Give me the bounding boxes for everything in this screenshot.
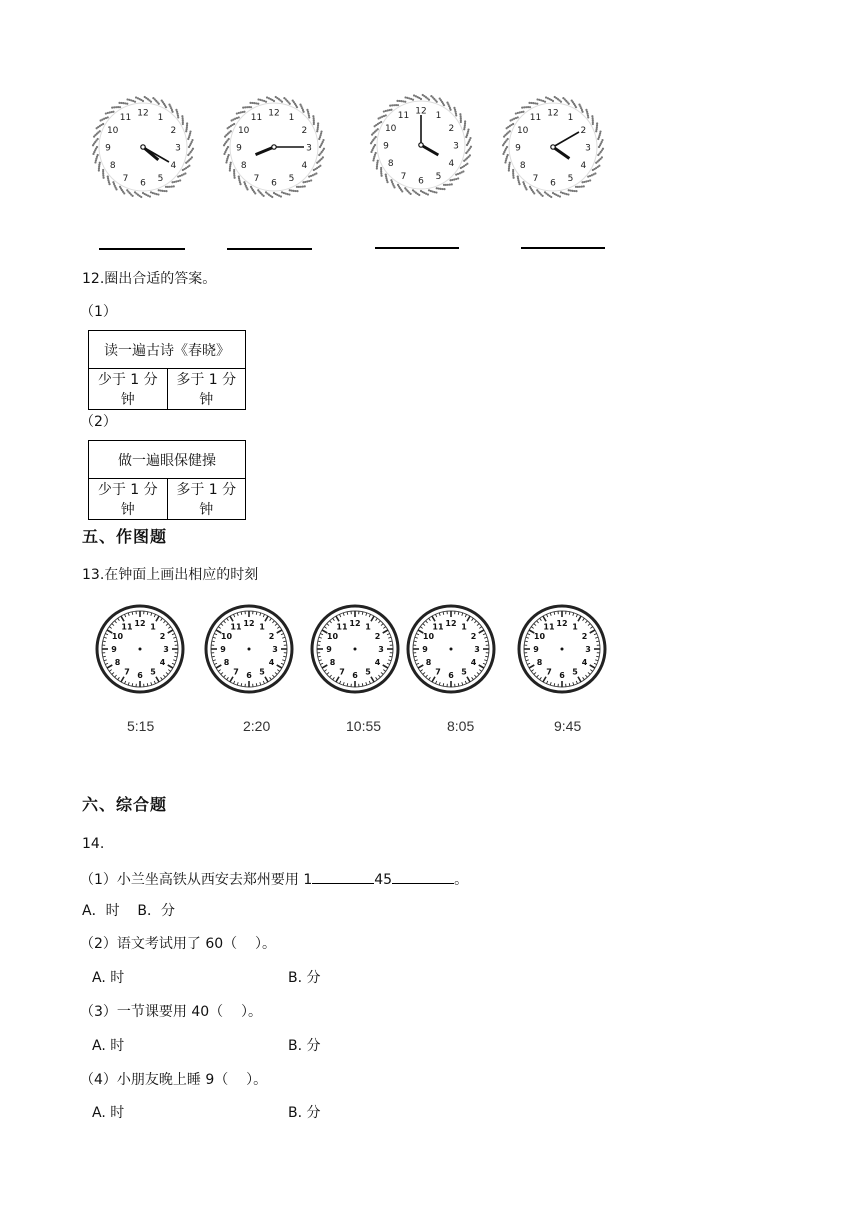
- svg-text:4: 4: [268, 658, 275, 667]
- svg-text:5: 5: [461, 667, 467, 677]
- q12-part2-label: （2）: [80, 414, 117, 430]
- svg-text:11: 11: [119, 113, 132, 124]
- svg-text:6: 6: [140, 178, 146, 189]
- q14-number: 14.: [82, 836, 105, 852]
- svg-text:5: 5: [365, 667, 371, 677]
- svg-text:11: 11: [250, 113, 263, 124]
- q12-table-2-header: 做一遍眼保健操: [89, 441, 246, 479]
- q14-part1-mid: 45: [374, 872, 393, 888]
- q14-blank-2[interactable]: [392, 869, 454, 884]
- svg-text:8: 8: [223, 658, 230, 667]
- svg-text:7: 7: [400, 171, 407, 182]
- svg-text:9: 9: [326, 645, 332, 654]
- svg-text:12: 12: [137, 108, 149, 119]
- svg-text:11: 11: [121, 622, 133, 632]
- section-5-heading: 五、作图题: [82, 527, 168, 546]
- svg-text:6: 6: [418, 176, 424, 187]
- svg-text:2: 2: [170, 126, 177, 136]
- svg-text:2: 2: [301, 126, 308, 136]
- time-label-3: 10:55: [346, 718, 382, 734]
- svg-text:10: 10: [422, 632, 435, 641]
- svg-text:2: 2: [448, 124, 455, 134]
- svg-text:11: 11: [397, 111, 410, 122]
- svg-text:6: 6: [550, 178, 556, 189]
- clock-face-4: [498, 92, 608, 202]
- svg-text:2: 2: [374, 632, 381, 641]
- svg-text:8: 8: [425, 658, 432, 667]
- blank-clock-1: [94, 603, 186, 695]
- q14-part4: （4）小朋友晚上睡 9（ ）。: [80, 1072, 268, 1088]
- svg-text:8: 8: [387, 159, 394, 169]
- q14-part1-post: 。: [454, 872, 469, 888]
- svg-text:4: 4: [470, 658, 477, 667]
- svg-text:1: 1: [365, 622, 371, 632]
- clock-face-2: [218, 92, 330, 202]
- svg-text:7: 7: [546, 667, 552, 677]
- svg-text:5: 5: [567, 173, 574, 184]
- svg-text:1: 1: [288, 113, 295, 124]
- blank-clock-5: [516, 603, 608, 695]
- svg-text:3: 3: [175, 143, 181, 154]
- svg-text:10: 10: [220, 632, 233, 641]
- svg-text:3: 3: [378, 645, 384, 654]
- svg-text:1: 1: [567, 113, 574, 124]
- svg-text:11: 11: [336, 622, 348, 632]
- svg-text:3: 3: [163, 645, 169, 654]
- svg-text:11: 11: [230, 622, 242, 632]
- svg-text:3: 3: [585, 143, 591, 154]
- svg-text:7: 7: [233, 667, 239, 677]
- svg-text:5: 5: [288, 173, 295, 184]
- svg-text:1: 1: [435, 111, 442, 122]
- svg-text:9: 9: [236, 143, 242, 154]
- svg-text:6: 6: [271, 178, 277, 189]
- svg-text:4: 4: [448, 159, 455, 169]
- q12-table-1: [88, 330, 246, 410]
- svg-text:1: 1: [572, 622, 578, 632]
- svg-text:10: 10: [326, 632, 339, 641]
- blank-clock-2: [203, 603, 295, 695]
- svg-text:5: 5: [157, 173, 164, 184]
- q14-part1-pre: （1）小兰坐高铁从西安去郑州要用 1: [80, 872, 313, 888]
- svg-text:9: 9: [515, 143, 521, 154]
- svg-text:1: 1: [157, 113, 164, 124]
- svg-text:12: 12: [268, 108, 280, 119]
- svg-text:4: 4: [581, 658, 588, 667]
- q12-table-1-header: 读一遍古诗《春晓》: [89, 331, 246, 369]
- svg-text:10: 10: [111, 632, 124, 641]
- svg-text:6: 6: [448, 671, 454, 680]
- svg-text:8: 8: [519, 161, 526, 171]
- svg-text:7: 7: [435, 667, 441, 677]
- q12-table-2-option-b[interactable]: 多于 1 分钟: [167, 479, 246, 520]
- svg-text:6: 6: [559, 671, 565, 680]
- svg-text:12: 12: [243, 619, 255, 628]
- q12-table-2: [88, 440, 246, 520]
- svg-text:6: 6: [352, 671, 358, 680]
- q14-part3: （3）一节课要用 40（ ）。: [80, 1004, 262, 1020]
- svg-text:9: 9: [105, 143, 111, 154]
- svg-text:9: 9: [422, 645, 428, 654]
- svg-text:7: 7: [122, 173, 129, 184]
- svg-text:2: 2: [159, 632, 166, 641]
- q12-part1-label: （1）: [80, 304, 117, 320]
- blank-clock-4: [405, 603, 497, 695]
- q12-title: 12.圈出合适的答案。: [82, 271, 217, 287]
- svg-text:3: 3: [474, 645, 480, 654]
- q14-part4-option-b[interactable]: B. 分: [288, 1105, 321, 1121]
- svg-text:2: 2: [268, 632, 275, 641]
- svg-text:9: 9: [383, 141, 389, 152]
- svg-text:8: 8: [329, 658, 336, 667]
- svg-text:2: 2: [581, 632, 588, 641]
- svg-text:12: 12: [415, 106, 427, 117]
- q14-part2-option-a[interactable]: A. 时: [92, 970, 125, 986]
- clock-face-3: [366, 90, 476, 200]
- q13-title: 13.在钟面上画出相应的时刻: [82, 567, 259, 583]
- svg-text:8: 8: [536, 658, 543, 667]
- svg-text:6: 6: [246, 671, 252, 680]
- svg-text:3: 3: [453, 141, 459, 152]
- q14-part1: [80, 869, 468, 889]
- svg-text:5: 5: [150, 667, 156, 677]
- svg-text:9: 9: [533, 645, 539, 654]
- q12-table-1-option-a[interactable]: 少于 1 分钟: [89, 369, 168, 410]
- svg-text:11: 11: [432, 622, 444, 632]
- q14-part2-option-b[interactable]: B. 分: [288, 970, 321, 986]
- svg-text:9: 9: [111, 645, 117, 654]
- svg-text:12: 12: [556, 619, 568, 628]
- time-label-5: 9:45: [554, 718, 582, 734]
- clock-face-1: [88, 92, 198, 202]
- q14-part1-options: A．时 B．分: [82, 903, 175, 919]
- q14-part4-option-a[interactable]: A. 时: [92, 1105, 125, 1121]
- svg-text:7: 7: [532, 173, 539, 184]
- svg-text:4: 4: [580, 161, 587, 171]
- svg-text:8: 8: [114, 658, 121, 667]
- svg-text:10: 10: [106, 126, 119, 136]
- svg-text:12: 12: [547, 108, 559, 119]
- q14-part2: （2）语文考试用了 60（ ）。: [80, 936, 276, 952]
- svg-text:4: 4: [301, 161, 308, 171]
- q12-table-2-option-a[interactable]: 少于 1 分钟: [89, 479, 168, 520]
- svg-text:3: 3: [585, 645, 591, 654]
- svg-text:8: 8: [240, 161, 247, 171]
- svg-text:5: 5: [259, 667, 265, 677]
- answer-line-3: [375, 247, 459, 249]
- section-6-heading: 六、综合题: [82, 795, 168, 814]
- svg-text:6: 6: [137, 671, 143, 680]
- svg-text:7: 7: [253, 173, 260, 184]
- answer-line-1: [99, 248, 185, 250]
- svg-text:1: 1: [461, 622, 467, 632]
- svg-text:10: 10: [516, 126, 529, 136]
- q14-part3-option-b[interactable]: B. 分: [288, 1038, 321, 1054]
- svg-text:1: 1: [259, 622, 265, 632]
- svg-text:5: 5: [435, 171, 442, 182]
- svg-text:4: 4: [159, 658, 166, 667]
- svg-text:4: 4: [170, 161, 177, 171]
- svg-text:12: 12: [349, 619, 361, 628]
- q14-part3-option-a[interactable]: A. 时: [92, 1038, 125, 1054]
- answer-line-2: [227, 248, 312, 250]
- svg-text:7: 7: [124, 667, 130, 677]
- svg-text:3: 3: [306, 143, 312, 154]
- svg-text:11: 11: [543, 622, 555, 632]
- time-label-4: 8:05: [447, 718, 475, 734]
- time-label-1: 5:15: [127, 718, 155, 734]
- time-label-2: 2:20: [243, 718, 271, 734]
- svg-text:5: 5: [572, 667, 578, 677]
- svg-text:10: 10: [533, 632, 546, 641]
- svg-text:7: 7: [339, 667, 345, 677]
- svg-text:9: 9: [220, 645, 226, 654]
- svg-text:12: 12: [445, 619, 457, 628]
- q12-table-1-option-b[interactable]: 多于 1 分钟: [167, 369, 246, 410]
- svg-text:1: 1: [150, 622, 156, 632]
- blank-clock-3: [309, 603, 401, 695]
- svg-text:11: 11: [529, 113, 542, 124]
- svg-text:2: 2: [470, 632, 477, 641]
- q14-blank-1[interactable]: [312, 869, 374, 884]
- svg-text:3: 3: [272, 645, 278, 654]
- svg-text:8: 8: [109, 161, 116, 171]
- svg-text:10: 10: [384, 124, 397, 134]
- svg-text:10: 10: [237, 126, 250, 136]
- svg-text:12: 12: [134, 619, 146, 628]
- svg-text:4: 4: [374, 658, 381, 667]
- svg-text:2: 2: [580, 126, 587, 136]
- answer-line-4: [521, 247, 605, 249]
